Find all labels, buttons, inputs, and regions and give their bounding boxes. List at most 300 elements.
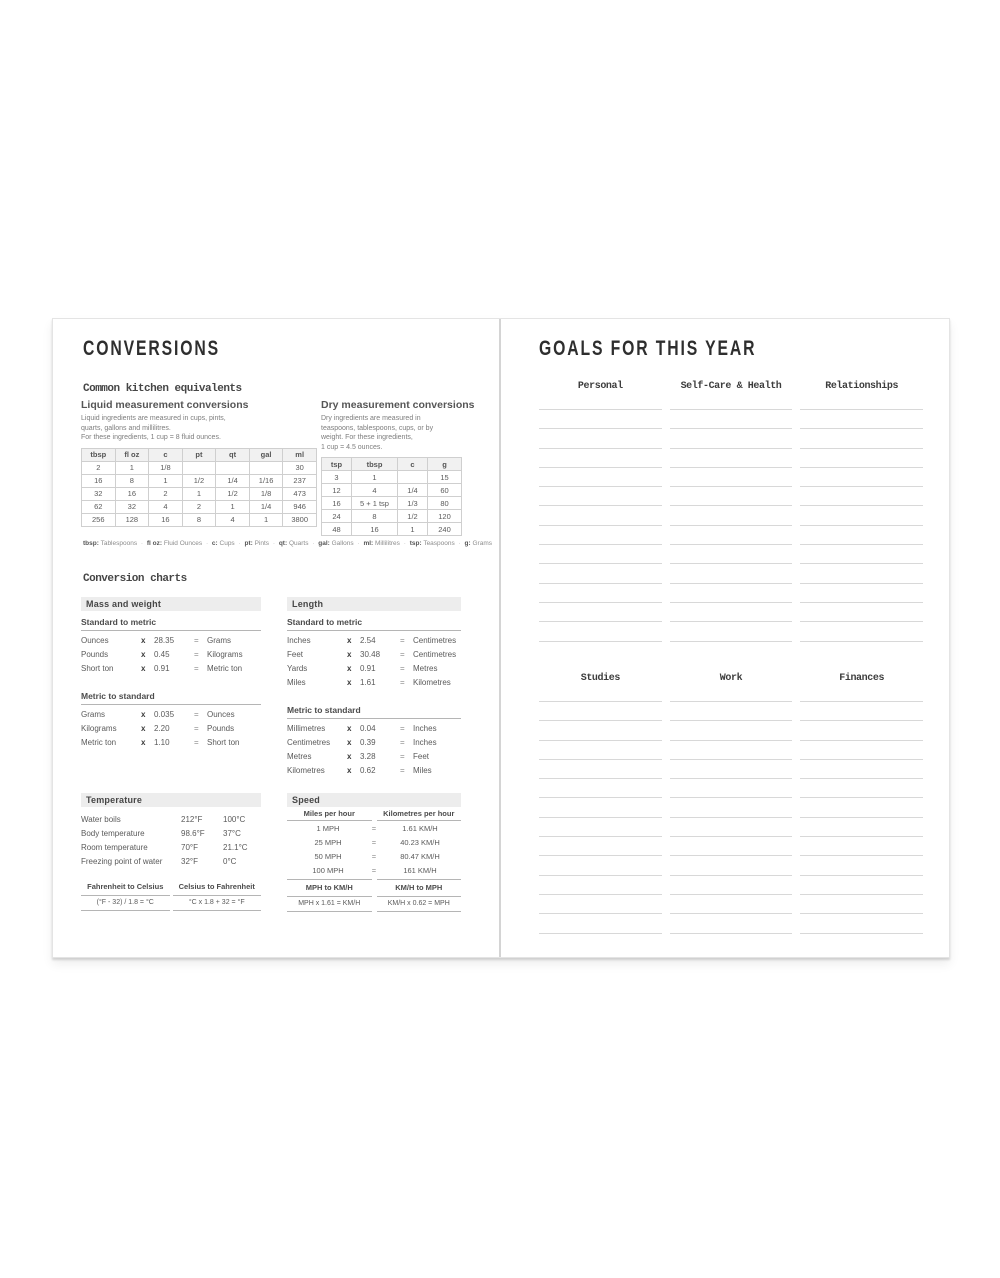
goal-column [670, 673, 793, 934]
ruled-lines [800, 689, 923, 934]
liquid-heading: Liquid measurement conversions [81, 399, 249, 411]
ruled-line [539, 702, 662, 721]
table-cell: 128 [115, 513, 149, 526]
ruled-line [800, 545, 923, 564]
ruled-line [539, 410, 662, 429]
multiply-symbol: x [141, 737, 146, 747]
table-cell: 16 [149, 513, 183, 526]
conversion-row [81, 721, 261, 735]
ruled-line [800, 721, 923, 740]
mph-value: 25 MPH [314, 837, 342, 847]
table-cell: 240 [428, 523, 462, 536]
abbreviation-item: tbsp: Tablespoons [83, 540, 138, 547]
ruled-line [539, 584, 662, 603]
mph-value: 50 MPH [314, 851, 342, 861]
conversion-row [287, 735, 461, 749]
ruled-line [800, 760, 923, 779]
temperature-section [81, 793, 261, 911]
ruled-line [539, 468, 662, 487]
multiply-symbol: x [141, 635, 146, 645]
ruled-line [670, 564, 793, 583]
equals-symbol: = [400, 677, 405, 687]
table-row [322, 471, 462, 484]
table-cell [182, 461, 216, 474]
ruled-line [539, 721, 662, 740]
conversion-row [287, 749, 461, 763]
ruled-line [539, 622, 662, 641]
ruled-line [800, 741, 923, 760]
description-line: Dry ingredients are measured in [321, 415, 421, 422]
multiply-symbol: x [347, 723, 352, 733]
abbreviation: gal: [318, 540, 330, 547]
unit-from: Yards [287, 663, 308, 673]
equals-symbol: = [371, 837, 377, 847]
table-cell: 1/8 [149, 461, 183, 474]
dry-conversions-block [321, 399, 473, 536]
celsius-value: 21.1°C [223, 842, 248, 852]
multiply-symbol: x [141, 709, 146, 719]
ruled-line [539, 779, 662, 798]
equals-symbol: = [194, 709, 199, 719]
table-cell: 4 [352, 484, 398, 497]
unit-from: Miles [287, 677, 306, 687]
unit-from: Grams [81, 709, 105, 719]
ruled-line [800, 622, 923, 641]
ruled-line [800, 397, 923, 410]
unit-to: Kilograms [207, 649, 243, 659]
multiply-symbol: x [347, 737, 352, 747]
converter-column [81, 882, 170, 911]
table-cell: 32 [115, 500, 149, 513]
table-row [82, 461, 317, 474]
footnote-separator: · [204, 540, 210, 547]
table-cell: 946 [283, 500, 317, 513]
dry-description [321, 414, 473, 452]
unit-from: Centimetres [287, 737, 331, 747]
goal-column [670, 381, 793, 642]
table-cell: 60 [428, 484, 462, 497]
abbreviation-item: c: Cups [211, 540, 235, 547]
unit-from: Short ton [81, 663, 114, 673]
equals-symbol: = [371, 865, 377, 875]
length-groups [287, 617, 461, 777]
table-row [82, 500, 317, 513]
speed-column-header: Miles per hour [287, 809, 372, 821]
conversion-group [287, 705, 461, 777]
ruled-line [670, 721, 793, 740]
conversion-row [287, 763, 461, 777]
multiply-symbol: x [141, 663, 146, 673]
ruled-line [670, 545, 793, 564]
table-cell: 4 [149, 500, 183, 513]
converter-heading: Celsius to Fahrenheit [173, 882, 262, 896]
ruled-lines [539, 397, 662, 642]
multiply-symbol: x [141, 649, 146, 659]
goals-page-title: GOALS FOR THIS YEAR [539, 337, 757, 360]
footnote-separator: · [271, 540, 277, 547]
column-header-cell: qt [216, 448, 250, 461]
liquid-conversions-block [81, 399, 321, 536]
ruled-line [539, 449, 662, 468]
conversion-factor: 0.91 [360, 663, 376, 673]
kitchen-equivalents-heading: Common kitchen equivalents [83, 383, 242, 395]
conversion-row [287, 721, 461, 735]
table-cell: 1 [249, 513, 283, 526]
abbreviation-footnote [83, 540, 492, 547]
ruled-line [539, 876, 662, 895]
ruled-line [800, 689, 923, 702]
conversion-group [287, 617, 461, 689]
ruled-line [670, 702, 793, 721]
goals-top-grid [539, 381, 923, 642]
conversion-factor: 30.48 [360, 649, 381, 659]
ruled-line [800, 468, 923, 487]
ruled-line [670, 798, 793, 817]
equals-symbol: = [194, 723, 199, 733]
conversion-factor: 2.20 [154, 723, 170, 733]
abbreviation: g: [464, 540, 471, 547]
kitchen-columns [81, 399, 493, 536]
ruled-line [800, 837, 923, 856]
celsius-value: 100°C [223, 814, 246, 824]
column-header-cell: c [398, 458, 428, 471]
unit-to: Inches [413, 723, 437, 733]
conversion-charts-heading: Conversion charts [83, 573, 187, 585]
ruled-line [670, 837, 793, 856]
unit-from: Feet [287, 649, 304, 659]
temperature-title: Temperature [81, 793, 261, 807]
converter-column [287, 879, 372, 912]
ruled-line [800, 779, 923, 798]
abbreviation: qt: [278, 540, 288, 547]
ruled-line [670, 914, 793, 933]
table-cell: 16 [115, 487, 149, 500]
ruled-line [670, 526, 793, 545]
ruled-line [670, 487, 793, 506]
ruled-line [539, 837, 662, 856]
ruled-line [539, 856, 662, 875]
fahrenheit-value: 32°F [181, 856, 198, 866]
table-row [82, 487, 317, 500]
table-cell: 16 [82, 474, 116, 487]
abbreviation: c: [211, 540, 218, 547]
equals-symbol: = [400, 751, 405, 761]
length-section [287, 597, 461, 777]
unit-from: Pounds [81, 649, 109, 659]
column-header-cell: tsp [322, 458, 352, 471]
column-header-cell: pt [182, 448, 216, 461]
table-cell: 62 [82, 500, 116, 513]
ruled-line [539, 545, 662, 564]
abbreviation-item: tsp: Teaspoons [409, 540, 455, 547]
table-cell: 32 [82, 487, 116, 500]
goals-bottom-grid [539, 673, 923, 934]
conversion-factor: 0.39 [360, 737, 376, 747]
celsius-value: 37°C [223, 828, 241, 838]
measurement-table [321, 457, 462, 536]
ruled-line [670, 760, 793, 779]
table-header-row [82, 448, 317, 461]
table-cell: 3 [322, 471, 352, 484]
conversions-page-title: CONVERSIONS [83, 337, 221, 360]
conversion-row [81, 661, 261, 675]
conversion-row [81, 735, 261, 749]
conversion-factor: 0.62 [360, 765, 376, 775]
converter-heading: MPH to KM/H [287, 880, 372, 897]
dry-table [321, 457, 473, 536]
ruled-line [800, 564, 923, 583]
ruled-line [800, 914, 923, 933]
ruled-line [800, 895, 923, 914]
abbreviation: tsp: [409, 540, 422, 547]
ruled-line [800, 506, 923, 525]
ruled-line [800, 449, 923, 468]
conversion-row [81, 707, 261, 721]
ruled-line [670, 741, 793, 760]
table-cell: 1/16 [249, 474, 283, 487]
table-cell: 1 [352, 471, 398, 484]
ruled-line [539, 526, 662, 545]
abbreviation-item: pt: Pints [244, 540, 270, 547]
column-header-cell: ml [283, 448, 317, 461]
mass-and-weight-title: Mass and weight [81, 597, 261, 611]
abbreviation: fl oz: [146, 540, 163, 547]
unit-from: Millimetres [287, 723, 326, 733]
ruled-line [539, 798, 662, 817]
converter-formula: KM/H x 0.62 = MPH [377, 897, 462, 912]
table-cell: 24 [322, 510, 352, 523]
column-header-cell: g [428, 458, 462, 471]
table-row [322, 497, 462, 510]
temperature-converters [81, 882, 261, 911]
ruled-line [670, 895, 793, 914]
table-cell: 48 [322, 523, 352, 536]
ruled-line [539, 895, 662, 914]
table-cell: 8 [352, 510, 398, 523]
fahrenheit-value: 70°F [181, 842, 198, 852]
table-cell: 3800 [283, 513, 317, 526]
ruled-line [670, 779, 793, 798]
table-cell [398, 471, 428, 484]
unit-to: Feet [413, 751, 430, 761]
ruled-line [539, 397, 662, 410]
ruled-line [670, 856, 793, 875]
conversion-group [81, 691, 261, 749]
ruled-line [539, 914, 662, 933]
speed-section [287, 793, 461, 912]
equals-symbol: = [400, 765, 405, 775]
abbreviation-item: gal: Gallons [318, 540, 354, 547]
unit-from: Inches [287, 635, 311, 645]
converter-heading: KM/H to MPH [377, 880, 462, 897]
equals-symbol: = [400, 723, 405, 733]
multiply-symbol: x [347, 751, 352, 761]
unit-from: Metric ton [81, 737, 117, 747]
ruled-line [539, 818, 662, 837]
converter-formula: MPH x 1.61 = KM/H [287, 897, 372, 912]
kmh-value: 40.23 KM/H [400, 837, 440, 847]
conversion-factor: 28.35 [154, 635, 175, 645]
converter-formula: (°F - 32) / 1.8 = °C [81, 896, 170, 911]
celsius-value: 0°C [223, 856, 237, 866]
ruled-line [800, 410, 923, 429]
goal-column [539, 673, 662, 934]
description-line: For these ingredients, 1 cup = 8 fluid ounces. [81, 434, 221, 441]
table-cell: 1 [115, 461, 149, 474]
table-cell: 473 [283, 487, 317, 500]
description-line: 1 cup = 4.5 ounces. [321, 443, 383, 451]
goal-column-heading: Studies [580, 673, 620, 684]
measurement-table [81, 448, 317, 527]
planner-spread [52, 318, 950, 958]
table-header-row [322, 458, 462, 471]
temperature-label: Body temperature [81, 828, 145, 838]
multiply-symbol: x [347, 649, 352, 659]
liquid-description [81, 414, 321, 443]
table-cell: 120 [428, 510, 462, 523]
table-cell: 1/4 [216, 474, 250, 487]
description-line: Liquid ingredients are measured in cups, pints, [81, 415, 226, 422]
table-cell: 4 [216, 513, 250, 526]
ruled-line [670, 818, 793, 837]
subsection-heading: Metric to standard [287, 705, 461, 719]
speed-converters [287, 879, 461, 912]
column-header-cell: gal [249, 448, 283, 461]
subsection-heading: Standard to metric [287, 617, 461, 631]
conversion-row [287, 675, 461, 689]
description-line: quarts, gallons and millilitres. [81, 424, 171, 432]
goal-column [800, 673, 923, 934]
table-cell: 2 [149, 487, 183, 500]
table-cell: 2 [82, 461, 116, 474]
temperature-row [81, 812, 261, 826]
conversion-row [287, 661, 461, 675]
mass-groups [81, 617, 261, 749]
ruled-line [539, 506, 662, 525]
unit-to: Metres [413, 663, 438, 673]
abbreviation: pt: [244, 540, 253, 547]
description-line: weight. For these ingredients, [321, 434, 413, 441]
ruled-line [800, 702, 923, 721]
unit-to: Inches [413, 737, 437, 747]
footnote-separator: · [355, 540, 362, 547]
temperature-label: Water boils [81, 814, 121, 824]
table-cell: 2 [182, 500, 216, 513]
fahrenheit-value: 98.6°F [181, 828, 205, 838]
conversion-factor: 1.10 [154, 737, 170, 747]
table-cell: 1/2 [216, 487, 250, 500]
conversion-factor: 0.45 [154, 649, 170, 659]
table-cell: 1/3 [398, 497, 428, 510]
abbreviation-item: fl oz: Fluid Ounces [146, 540, 203, 547]
table-cell: 1/4 [249, 500, 283, 513]
subsection-heading: Standard to metric [81, 617, 261, 631]
equals-symbol: = [371, 851, 377, 861]
goal-column-heading: Finances [839, 673, 885, 684]
ruled-line [800, 818, 923, 837]
ruled-line [670, 506, 793, 525]
table-cell: 16 [322, 497, 352, 510]
multiply-symbol: x [347, 635, 352, 645]
table-cell: 8 [115, 474, 149, 487]
ruled-line [800, 429, 923, 448]
temperature-label: Freezing point of water [81, 856, 163, 866]
ruled-line [670, 397, 793, 410]
table-cell: 15 [428, 471, 462, 484]
ruled-line [800, 603, 923, 622]
abbreviation: tbsp: [83, 540, 99, 547]
table-cell: 1/2 [398, 510, 428, 523]
subsection-heading: Metric to standard [81, 691, 261, 705]
kmh-value: 1.61 KM/H [402, 823, 438, 833]
conversion-row [287, 633, 461, 647]
table-cell: 16 [352, 523, 398, 536]
table-row [322, 510, 462, 523]
table-cell [216, 461, 250, 474]
table-cell: 8 [182, 513, 216, 526]
fahrenheit-value: 212°F [181, 814, 203, 824]
conversion-factor: 2.54 [360, 635, 376, 645]
equals-symbol: = [194, 663, 199, 673]
table-cell: 1/8 [249, 487, 283, 500]
converter-column [173, 882, 262, 911]
conversion-row [81, 647, 261, 661]
footnote-separator: · [310, 540, 317, 547]
speed-row [287, 863, 461, 877]
dry-heading: Dry measurement conversions [321, 399, 475, 411]
goal-column-heading: Self-Care & Health [680, 381, 782, 392]
table-cell: 1 [149, 474, 183, 487]
unit-to: Centimetres [413, 649, 457, 659]
multiply-symbol: x [347, 663, 352, 673]
ruled-line [800, 584, 923, 603]
ruled-line [670, 584, 793, 603]
goal-column-heading: Relationships [825, 381, 899, 392]
equals-symbol: = [400, 649, 405, 659]
ruled-line [539, 564, 662, 583]
speed-row [287, 835, 461, 849]
ruled-line [539, 603, 662, 622]
ruled-line [539, 429, 662, 448]
conversion-row [287, 647, 461, 661]
unit-from: Ounces [81, 635, 109, 645]
speed-rows [287, 821, 461, 877]
goal-column-heading: Personal [577, 381, 623, 392]
speed-column-header: Kilometres per hour [377, 809, 462, 821]
table-cell: 1 [216, 500, 250, 513]
table-cell: 1 [182, 487, 216, 500]
temperature-rows [81, 812, 261, 868]
ruled-lines [800, 397, 923, 642]
unit-from: Kilometres [287, 765, 325, 775]
kmh-value: 80.47 KM/H [400, 851, 440, 861]
ruled-line [670, 603, 793, 622]
table-row [82, 513, 317, 526]
ruled-line [670, 410, 793, 429]
ruled-lines [539, 689, 662, 934]
table-row [82, 474, 317, 487]
table-cell: 12 [322, 484, 352, 497]
ruled-line [539, 689, 662, 702]
ruled-lines [670, 689, 793, 934]
goal-column [800, 381, 923, 642]
equals-symbol: = [194, 649, 199, 659]
ruled-line [800, 487, 923, 506]
footnote-separator: · [401, 540, 408, 547]
ruled-line [800, 526, 923, 545]
abbreviation-item: qt: Quarts [278, 540, 309, 547]
multiply-symbol: x [141, 723, 146, 733]
